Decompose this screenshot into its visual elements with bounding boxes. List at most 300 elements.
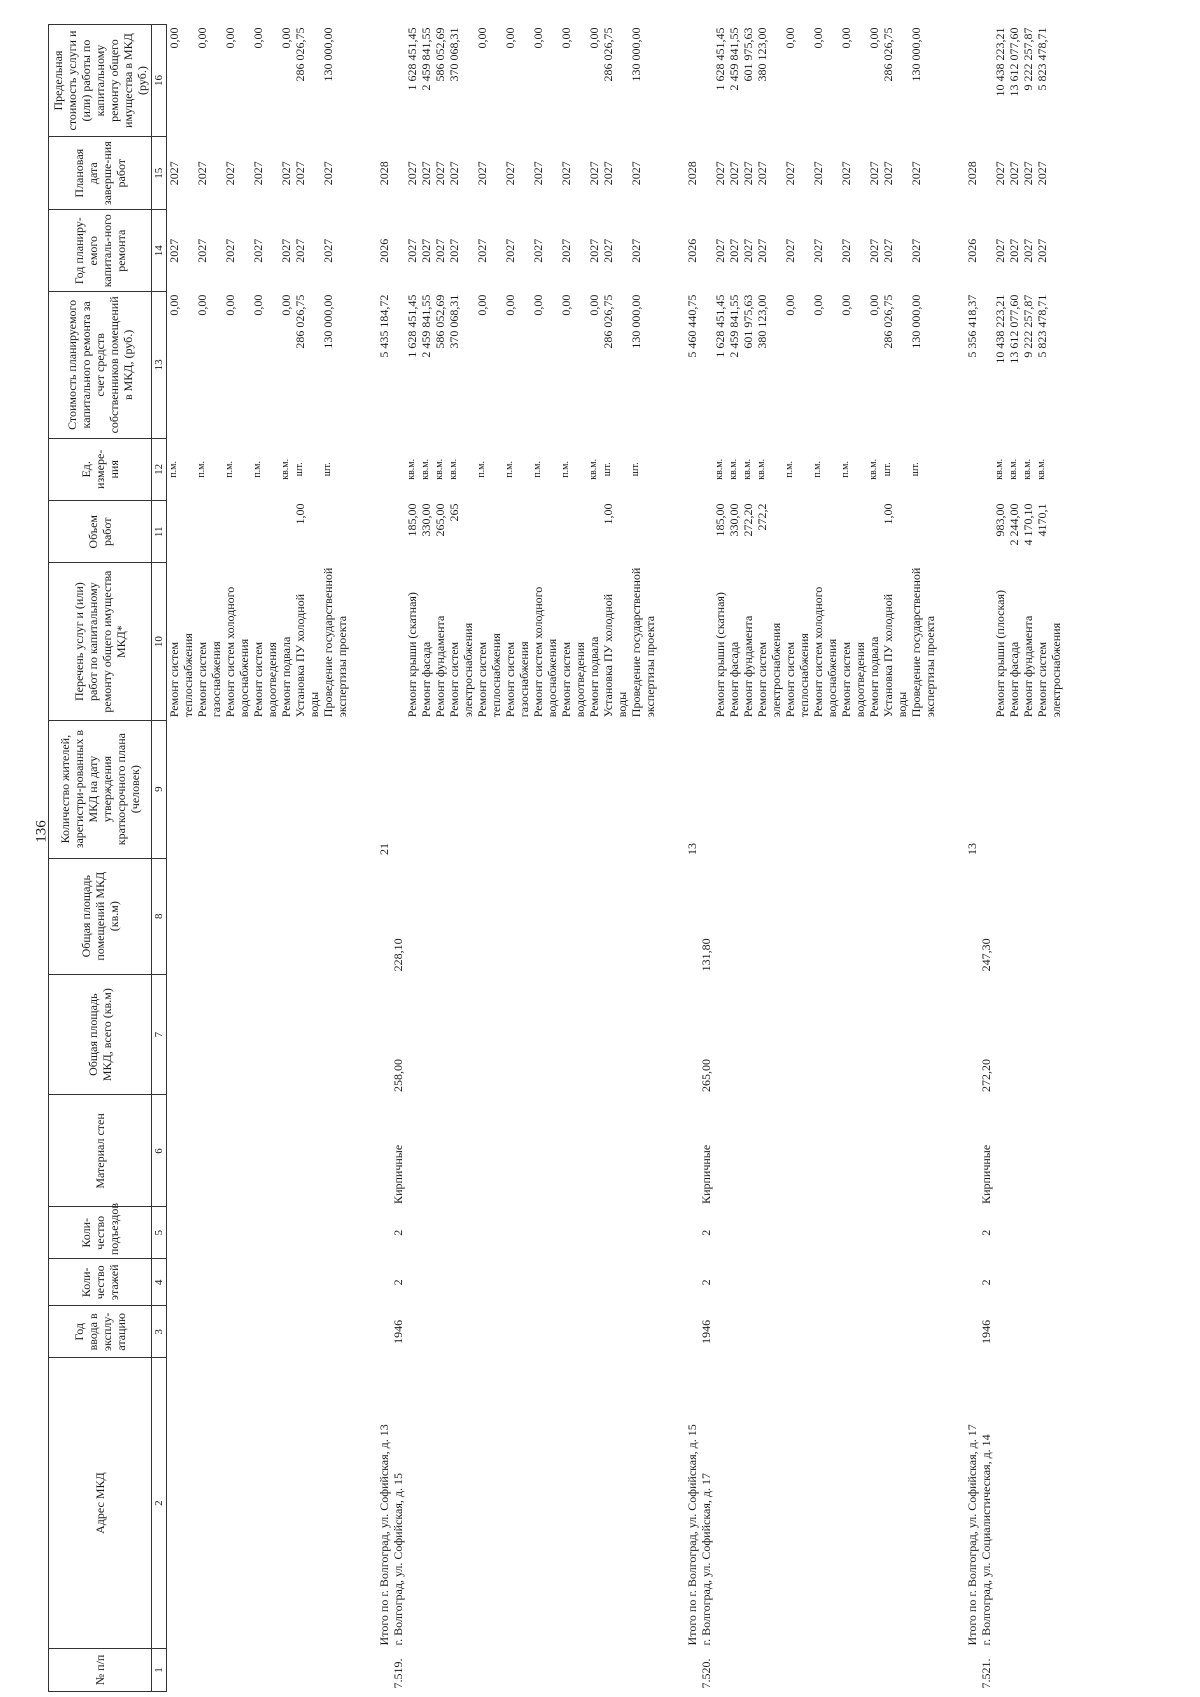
completion-year-cell: 2027 <box>167 161 181 186</box>
column-number: 12 <box>152 438 167 500</box>
completion-year-cell: 2027 <box>839 161 853 186</box>
max-cost-cell: 2 459 841,55 <box>419 27 433 91</box>
entrances-cell <box>909 1207 937 1259</box>
entrances-cell <box>811 1207 839 1259</box>
work-volume-cell <box>363 501 391 563</box>
unit-cell: кв.м. <box>728 458 739 480</box>
residents-cell <box>811 720 839 858</box>
work-row <box>223 25 251 1692</box>
wall-material-cell <box>755 1095 783 1207</box>
total-area-cell <box>363 974 391 1095</box>
row-number-cell <box>1007 1648 1021 1691</box>
total-area-cell: 272,20 <box>979 1058 993 1092</box>
completion-year-cell: 2027 <box>741 161 755 186</box>
floors-cell <box>755 1259 783 1306</box>
address-cell: г. Волгоград, ул. Социалистическая, д. 14 <box>979 1434 993 1646</box>
entrances-cell <box>727 1207 741 1259</box>
work-name-cell: Ремонт крыши (скатная) <box>405 592 419 718</box>
unit-cell: кв.м. <box>420 458 431 480</box>
repair-year-cell: 2027 <box>195 238 209 263</box>
row-number-cell <box>755 1648 783 1691</box>
repair-year-cell: 2027 <box>223 238 237 263</box>
max-cost-cell: 2 459 841,55 <box>727 27 741 91</box>
work-volume-cell <box>587 501 601 563</box>
wall-material-cell <box>867 1095 881 1207</box>
repair-year-cell: 2027 <box>587 238 601 263</box>
year-built-cell <box>363 1306 391 1358</box>
floors-cell <box>195 1259 223 1306</box>
residents-cell <box>755 720 783 858</box>
work-volume-cell <box>671 501 699 563</box>
residents-cell <box>1035 720 1063 858</box>
total-area-cell <box>1035 974 1063 1095</box>
completion-year-cell: 2027 <box>559 161 573 186</box>
total-area-cell <box>559 974 587 1095</box>
cost-cell: 130 000,00 <box>629 294 643 349</box>
header-unit: Ед. измере-ния <box>49 438 152 500</box>
row-number-cell <box>223 1648 251 1691</box>
work-row <box>727 25 741 1692</box>
floors-cell <box>531 1259 559 1306</box>
year-built-cell <box>727 1306 741 1358</box>
completion-year-cell: 2027 <box>601 161 615 186</box>
work-name-cell <box>391 563 405 720</box>
address-cell: г. Волгоград, ул. Софийская, д. 17 <box>699 1473 713 1646</box>
work-name-cell: Ремонт фасада <box>1007 641 1021 718</box>
entrances-cell <box>839 1207 867 1259</box>
max-cost-cell: 586 052,69 <box>433 27 447 82</box>
row-number-cell <box>993 1648 1007 1691</box>
work-volume-cell <box>783 501 811 563</box>
row-spacer <box>937 25 951 1692</box>
max-cost-cell: 0,00 <box>839 27 853 49</box>
work-name-cell: Ремонт крыши (плоская) <box>993 590 1007 718</box>
total-area-cell <box>475 974 503 1095</box>
cost-cell: 286 026,75 <box>601 294 615 349</box>
work-name-cell: Ремонт систем водоотведения <box>251 641 279 718</box>
premises-area-cell <box>741 858 755 974</box>
work-row <box>279 25 293 1692</box>
address-cell <box>727 1358 741 1649</box>
work-name-cell: Проведение государственной экспертизы проекта <box>909 567 937 718</box>
completion-year-cell: 2027 <box>293 161 307 186</box>
year-built-cell <box>279 1306 293 1358</box>
total-area-cell <box>783 974 811 1095</box>
repair-year-cell: 2027 <box>279 238 293 263</box>
repair-year-cell: 2027 <box>741 238 755 263</box>
row-number-cell <box>727 1648 741 1691</box>
residents-cell <box>419 720 433 858</box>
floors-cell <box>447 1259 475 1306</box>
address-cell <box>839 1358 867 1649</box>
unit-cell: шт. <box>294 462 305 477</box>
residents-cell <box>601 720 629 858</box>
work-name-cell: Ремонт подвала <box>587 636 601 718</box>
house-row <box>391 25 405 1692</box>
year-built-cell <box>321 1306 349 1358</box>
floors-cell <box>321 1259 349 1306</box>
year-built-cell <box>433 1306 447 1358</box>
repair-year-cell: 2027 <box>783 238 797 263</box>
year-built-cell <box>783 1306 811 1358</box>
unit-cell: кв.м. <box>756 458 767 480</box>
wall-material-cell: Кирпичные <box>979 1144 993 1204</box>
year-built-cell <box>503 1306 531 1358</box>
unit-cell: п.м. <box>224 460 235 478</box>
floors-cell <box>1035 1259 1063 1306</box>
total-area-cell <box>405 974 419 1095</box>
entrances-cell <box>503 1207 531 1259</box>
max-cost-cell <box>699 25 713 137</box>
completion-year-cell <box>699 137 713 210</box>
completion-year-cell: 2027 <box>419 161 433 186</box>
year-built-cell <box>405 1306 419 1358</box>
floors-cell: 2 <box>391 1279 405 1286</box>
cost-cell: 0,00 <box>839 294 853 316</box>
wall-material-cell <box>601 1095 629 1207</box>
completion-year-cell: 2027 <box>713 161 727 186</box>
work-name-cell: Ремонт систем теплоснабжения <box>167 633 195 718</box>
wall-material-cell <box>559 1095 587 1207</box>
residents-cell <box>783 720 811 858</box>
header-residents: Количество жителей, зарегистри-рованных в МКД на дату утверждения краткосрочного плана (человек) <box>49 720 152 858</box>
work-row <box>909 25 937 1692</box>
max-cost-cell: 286 026,75 <box>881 27 895 82</box>
cost-cell: 5 356 418,37 <box>965 294 979 358</box>
cost-cell: 130 000,00 <box>909 294 923 349</box>
house-row <box>699 25 713 1692</box>
column-number: 3 <box>152 1306 167 1358</box>
max-cost-cell: 0,00 <box>867 27 881 49</box>
completion-year-cell: 2027 <box>909 161 923 186</box>
column-number: 9 <box>152 720 167 858</box>
work-row <box>475 25 503 1692</box>
total-area-cell <box>755 974 783 1095</box>
work-volume-cell: 185,00 <box>405 503 419 537</box>
address-cell <box>531 1358 559 1649</box>
total-area-cell <box>811 974 839 1095</box>
repair-year-cell <box>979 210 993 292</box>
total-area-cell <box>741 974 755 1095</box>
work-volume-cell: 330,00 <box>727 503 741 537</box>
wall-material-cell <box>629 1095 657 1207</box>
premises-area-cell <box>867 858 881 974</box>
entrances-cell <box>867 1207 881 1259</box>
entrances-cell <box>755 1207 783 1259</box>
completion-year-cell: 2027 <box>447 161 461 186</box>
column-number: 4 <box>152 1259 167 1306</box>
work-name-cell: Ремонт систем холодного водоснабжения <box>531 586 559 718</box>
work-row <box>629 25 657 1692</box>
completion-year-cell: 2027 <box>755 161 769 186</box>
cost-cell: 130 000,00 <box>321 294 335 349</box>
total-area-cell <box>251 974 279 1095</box>
unit-cell <box>363 438 391 500</box>
residents-cell: 21 <box>377 843 391 856</box>
work-volume-cell: 1,00 <box>601 503 615 525</box>
repair-year-cell: 2027 <box>251 238 265 263</box>
row-number-cell <box>783 1648 811 1691</box>
premises-area-cell: 228,10 <box>391 938 405 972</box>
unit-cell: кв.м. <box>994 458 1005 480</box>
unit-cell: шт. <box>910 462 921 477</box>
address-cell <box>783 1358 811 1649</box>
completion-year-cell: 2027 <box>251 161 265 186</box>
total-area-cell <box>503 974 531 1095</box>
cost-cell: 9 222 257,87 <box>1021 294 1035 358</box>
max-cost-cell <box>979 25 993 137</box>
max-cost-cell: 0,00 <box>587 27 601 49</box>
address-cell: Итого по г. Волгоград, ул. Софийская, д. 15 <box>685 1424 699 1646</box>
floors-cell <box>881 1259 909 1306</box>
address-cell <box>475 1358 503 1649</box>
repair-year-cell: 2027 <box>629 238 643 263</box>
header-row <box>49 25 152 1692</box>
address-cell <box>195 1358 223 1649</box>
work-name-cell: Установка ПУ холодной воды <box>293 593 321 718</box>
cost-cell: 5 823 478,71 <box>1035 294 1049 358</box>
entrances-cell <box>587 1207 601 1259</box>
repair-year-cell: 2027 <box>419 238 433 263</box>
floors-cell <box>671 1259 699 1306</box>
work-name-cell: Ремонт фундамента <box>741 615 755 718</box>
max-cost-cell: 601 975,63 <box>741 27 755 82</box>
cost-cell: 5 435 184,72 <box>377 294 391 358</box>
completion-year-cell: 2027 <box>195 161 209 186</box>
floors-cell <box>993 1259 1007 1306</box>
premises-area-cell <box>629 858 657 974</box>
residents-cell <box>867 720 881 858</box>
row-number-cell <box>251 1648 279 1691</box>
column-number: 7 <box>152 974 167 1095</box>
completion-year-cell: 2028 <box>965 161 979 186</box>
row-number-cell <box>433 1648 447 1691</box>
wall-material-cell <box>293 1095 321 1207</box>
header-floors: Коли-чество этажей <box>49 1259 152 1306</box>
rotated-page <box>48 24 1192 1692</box>
year-built-cell <box>993 1306 1007 1358</box>
residents-cell <box>839 720 867 858</box>
work-volume-cell <box>391 501 405 563</box>
work-name-cell: Ремонт систем водоотведения <box>839 641 867 718</box>
work-volume-cell <box>867 501 881 563</box>
entrances-cell <box>405 1207 419 1259</box>
work-name-cell: Ремонт крыши (скатная) <box>713 592 727 718</box>
cost-cell: 0,00 <box>279 294 293 316</box>
cost-cell: 601 975,63 <box>741 294 755 349</box>
repair-year-cell: 2027 <box>405 238 419 263</box>
total-area-cell <box>671 974 699 1095</box>
completion-year-cell: 2027 <box>881 161 895 186</box>
premises-area-cell <box>419 858 433 974</box>
cost-cell: 0,00 <box>503 294 517 316</box>
address-cell <box>405 1358 419 1649</box>
floors-cell: 2 <box>699 1279 713 1286</box>
header-max-cost: Предельная стоимость услуги и (или) работы по капитальному ремонту общего имущества в МКД (руб.) <box>49 25 152 137</box>
residents-cell: 13 <box>685 843 699 856</box>
repair-year-cell: 2026 <box>965 238 979 263</box>
cost-cell: 0,00 <box>867 294 881 316</box>
cost-cell: 2 459 841,55 <box>727 294 741 358</box>
unit-cell: кв.м. <box>406 458 417 480</box>
row-number-cell <box>447 1648 475 1691</box>
row-spacer <box>657 25 671 1692</box>
max-cost-cell: 9 222 257,87 <box>1021 27 1035 91</box>
year-built-cell <box>881 1306 909 1358</box>
repair-year-cell: 2027 <box>601 238 615 263</box>
completion-year-cell: 2028 <box>377 161 391 186</box>
total-area-cell <box>321 974 349 1095</box>
wall-material-cell: Кирпичные <box>391 1144 405 1204</box>
address-cell <box>741 1358 755 1649</box>
row-number-cell <box>811 1648 839 1691</box>
max-cost-cell: 5 823 478,71 <box>1035 27 1049 91</box>
entrances-cell <box>293 1207 321 1259</box>
floors-cell <box>713 1259 727 1306</box>
row-number-cell <box>559 1648 587 1691</box>
max-cost-cell: 13 612 077,60 <box>1007 27 1021 97</box>
work-volume-cell <box>475 501 503 563</box>
year-built-cell <box>251 1306 279 1358</box>
floors-cell <box>503 1259 531 1306</box>
address-cell <box>433 1358 447 1649</box>
premises-area-cell <box>447 858 475 974</box>
unit-cell: п.м. <box>812 460 823 478</box>
wall-material-cell <box>727 1095 741 1207</box>
unit-cell: п.м. <box>196 460 207 478</box>
residents-cell <box>321 720 349 858</box>
completion-year-cell: 2027 <box>531 161 545 186</box>
year-built-cell <box>867 1306 881 1358</box>
work-row <box>1035 25 1063 1692</box>
address-cell <box>167 1358 196 1649</box>
floors-cell <box>251 1259 279 1306</box>
completion-year-cell: 2027 <box>433 161 447 186</box>
work-row <box>587 25 601 1692</box>
residents-cell <box>1007 720 1021 858</box>
wall-material-cell <box>419 1095 433 1207</box>
unit-cell <box>699 438 713 500</box>
total-area-cell <box>993 974 1007 1095</box>
work-row <box>713 25 727 1692</box>
residents-cell <box>293 720 321 858</box>
row-number-cell <box>839 1648 867 1691</box>
work-row <box>405 25 419 1692</box>
premises-area-cell <box>993 858 1007 974</box>
cost-cell: 0,00 <box>223 294 237 316</box>
residents-cell <box>433 720 447 858</box>
wall-material-cell <box>475 1095 503 1207</box>
work-name-cell: Ремонт фундамента <box>433 615 447 718</box>
max-cost-cell: 0,00 <box>167 27 181 49</box>
unit-cell: п.м. <box>840 460 851 478</box>
max-cost-cell: 286 026,75 <box>601 27 615 82</box>
total-area-cell <box>951 974 979 1095</box>
premises-area-cell <box>1035 858 1063 974</box>
address-cell <box>293 1358 321 1649</box>
work-volume-cell: 2 244,00 <box>1007 503 1021 546</box>
repair-year-cell: 2027 <box>531 238 545 263</box>
unit-cell: кв.м. <box>280 458 291 480</box>
cost-cell: 10 438 223,21 <box>993 294 1007 364</box>
wall-material-cell <box>251 1095 279 1207</box>
repair-year-cell: 2027 <box>727 238 741 263</box>
residents-cell <box>727 720 741 858</box>
premises-area-cell <box>251 858 279 974</box>
max-cost-cell: 0,00 <box>503 27 517 49</box>
header-wall-material: Материал стен <box>49 1095 152 1207</box>
cost-cell: 0,00 <box>167 294 181 316</box>
unit-cell: п.м. <box>168 460 179 478</box>
unit-cell: кв.м. <box>434 458 445 480</box>
repair-year-cell: 2026 <box>685 238 699 263</box>
wall-material-cell <box>671 1095 699 1207</box>
work-volume-cell <box>559 501 587 563</box>
wall-material-cell <box>741 1095 755 1207</box>
wall-material-cell <box>279 1095 293 1207</box>
year-built-cell <box>601 1306 629 1358</box>
work-name-cell: Проведение государственной экспертизы проекта <box>629 567 657 718</box>
total-area-cell <box>601 974 629 1095</box>
repair-year-cell: 2027 <box>503 238 517 263</box>
cost-cell: 1 628 451,45 <box>405 294 419 358</box>
cost-cell: 380 123,00 <box>755 294 769 349</box>
total-area-cell <box>433 974 447 1095</box>
column-number: 6 <box>152 1095 167 1207</box>
work-row <box>783 25 811 1692</box>
wall-material-cell <box>993 1095 1007 1207</box>
cost-cell: 1 628 451,45 <box>713 294 727 358</box>
completion-year-cell: 2027 <box>727 161 741 186</box>
total-area-cell <box>1021 974 1035 1095</box>
floors-cell <box>1021 1259 1035 1306</box>
premises-area-cell <box>279 858 293 974</box>
work-row <box>811 25 839 1692</box>
work-row <box>251 25 279 1692</box>
house-row <box>979 25 993 1692</box>
work-volume-cell <box>321 501 349 563</box>
unit-cell: п.м. <box>560 460 571 478</box>
work-row <box>293 25 321 1692</box>
total-area-cell <box>727 974 741 1095</box>
completion-year-cell: 2027 <box>223 161 237 186</box>
row-number-cell <box>419 1648 433 1691</box>
premises-area-cell <box>405 858 419 974</box>
work-row <box>881 25 909 1692</box>
max-cost-cell: 0,00 <box>475 27 489 49</box>
cost-cell: 0,00 <box>811 294 825 316</box>
work-row <box>433 25 447 1692</box>
entrances-cell <box>601 1207 629 1259</box>
row-number-cell <box>741 1648 755 1691</box>
entrances-cell <box>951 1207 979 1259</box>
total-row <box>363 25 391 1692</box>
address-cell <box>321 1358 349 1649</box>
cost-cell: 586 052,69 <box>433 294 447 349</box>
work-volume-cell <box>503 501 531 563</box>
row-number-cell: 7.521. <box>979 1658 993 1689</box>
entrances-cell <box>993 1207 1007 1259</box>
work-name-cell <box>699 563 713 720</box>
completion-year-cell: 2027 <box>783 161 797 186</box>
total-area-cell <box>531 974 559 1095</box>
year-built-cell <box>1007 1306 1021 1358</box>
header-entrances: Коли-чество подъездов <box>49 1207 152 1259</box>
completion-year-cell: 2027 <box>1035 161 1049 186</box>
column-number: 13 <box>152 292 167 438</box>
max-cost-cell: 380 123,00 <box>755 27 769 82</box>
cost-cell: 0,00 <box>531 294 545 316</box>
